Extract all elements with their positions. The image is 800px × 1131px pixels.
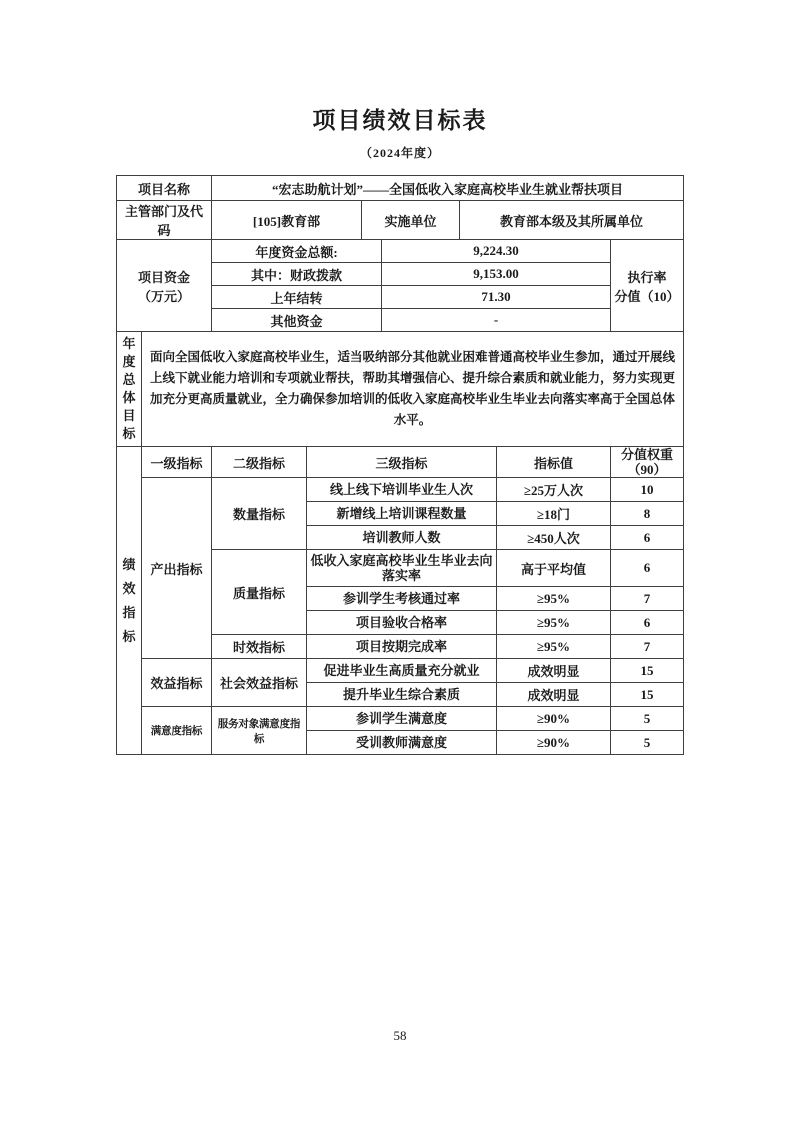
indicator-value: ≥90% <box>497 731 611 755</box>
level1-benefit: 效益指标 <box>141 659 211 707</box>
level3-indicator: 参训学生满意度 <box>307 707 497 731</box>
header-weight <box>611 447 684 478</box>
project-name-value: “宏志助航计划”——全国低收入家庭高校毕业生就业帮扶项目 <box>212 176 684 201</box>
row-annual-goal <box>116 332 683 447</box>
header-level3: 三级指标 <box>307 447 497 478</box>
header-level2: 二级指标 <box>212 447 307 478</box>
funding-label-carryover: 上年结转 <box>212 286 382 309</box>
indicator-weight: 15 <box>611 683 684 707</box>
annual-goal-text: 面向全国低收入家庭高校毕业生，适当吸纳部分其他就业困难普通高校毕业生参加，通过开展线上线下就业能力培训和专项就业帮扶，帮助其增强信心、提升综合素质和就业能力，努力实现更加充分更高质量就业，全力确保参加培训的低收入家庭高校毕业生毕业去向落实率高于全国总体水平。 <box>141 332 683 447</box>
indicator-weight: 5 <box>611 707 684 731</box>
indicator-weight: 6 <box>611 550 684 587</box>
row-project-name <box>116 176 683 201</box>
indicator-weight: 8 <box>611 502 684 526</box>
funding-value-total: 9,224.30 <box>382 240 611 263</box>
indicator-value: 成效明显 <box>497 683 611 707</box>
page-number: 58 <box>393 1028 407 1043</box>
header-weight-line2: （90） <box>627 462 667 477</box>
level3-indicator: 促进毕业生高质量充分就业 <box>307 659 497 683</box>
indicator-value: ≥95% <box>497 587 611 611</box>
header-value: 指标值 <box>497 447 611 478</box>
row-indicator-header <box>116 447 683 478</box>
level1-satisfaction: 满意度指标 <box>141 707 211 755</box>
indicator-value: ≥95% <box>497 611 611 635</box>
header-level1: 一级指标 <box>141 447 211 478</box>
level3-indicator: 参训学生考核通过率 <box>307 587 497 611</box>
funding-label-total: 年度资金总额: <box>212 240 382 263</box>
level2-social-benefit: 社会效益指标 <box>212 659 307 707</box>
level1-output: 产出指标 <box>141 478 211 659</box>
level2-quality: 质量指标 <box>212 550 307 635</box>
impl-value: 教育部本级及其所属单位 <box>460 201 684 240</box>
dept-value: [105]教育部 <box>212 201 362 240</box>
row-department <box>116 201 683 240</box>
level3-indicator: 项目按期完成率 <box>307 635 497 659</box>
funding-side-label-line2: （万元） <box>137 288 190 304</box>
funding-value-other: - <box>382 309 611 332</box>
execution-rate-line2: 分值（10） <box>614 288 680 304</box>
funding-side-label <box>116 240 211 332</box>
level3-indicator: 线上线下培训毕业生人次 <box>307 478 497 502</box>
indicator-weight: 15 <box>611 659 684 683</box>
indicator-row <box>116 707 683 731</box>
page-subtitle: （2024年度） <box>359 146 440 160</box>
indicator-row <box>116 478 683 502</box>
indicator-value: 高于平均值 <box>497 550 611 587</box>
annual-goal-side-label: 年度总体目标 <box>116 332 141 447</box>
level3-indicator: 项目验收合格率 <box>307 611 497 635</box>
funding-value-fiscal: 9,153.00 <box>382 263 611 286</box>
indicator-weight: 7 <box>611 635 684 659</box>
level3-indicator: 受训教师满意度 <box>307 731 497 755</box>
execution-rate-label <box>611 240 684 332</box>
indicators-side-label: 绩效指标 <box>116 447 141 755</box>
level3-indicator: 培训教师人数 <box>307 526 497 550</box>
project-name-label: 项目名称 <box>116 176 211 201</box>
header-weight-line1: 分值权重 <box>620 447 673 462</box>
level2-quantity: 数量指标 <box>212 478 307 550</box>
indicator-weight: 5 <box>611 731 684 755</box>
impl-label: 实施单位 <box>362 201 460 240</box>
performance-target-table <box>116 175 684 755</box>
dept-label: 主管部门及代码 <box>116 201 211 240</box>
indicator-value: ≥450人次 <box>497 526 611 550</box>
row-funding-total <box>116 240 683 263</box>
indicator-value: ≥18门 <box>497 502 611 526</box>
level3-indicator: 新增线上培训课程数量 <box>307 502 497 526</box>
funding-value-carryover: 71.30 <box>382 286 611 309</box>
indicator-weight: 10 <box>611 478 684 502</box>
indicator-weight: 6 <box>611 611 684 635</box>
level3-indicator: 低收入家庭高校毕业生毕业去向落实率 <box>307 550 497 587</box>
level2-service-satisfaction: 服务对象满意度指标 <box>212 707 307 755</box>
execution-rate-line1: 执行率 <box>627 269 667 285</box>
funding-label-fiscal: 其中：财政拨款 <box>212 263 382 286</box>
indicator-weight: 6 <box>611 526 684 550</box>
funding-side-label-line1: 项目资金 <box>137 269 190 285</box>
indicator-row <box>116 659 683 683</box>
funding-label-other: 其他资金 <box>212 309 382 332</box>
indicator-weight: 7 <box>611 587 684 611</box>
level3-indicator: 提升毕业生综合素质 <box>307 683 497 707</box>
page-title: 项目绩效目标表 <box>312 108 488 133</box>
indicator-value: 成效明显 <box>497 659 611 683</box>
level2-timeliness: 时效指标 <box>212 635 307 659</box>
indicator-value: ≥25万人次 <box>497 478 611 502</box>
indicator-value: ≥95% <box>497 635 611 659</box>
indicator-value: ≥90% <box>497 707 611 731</box>
